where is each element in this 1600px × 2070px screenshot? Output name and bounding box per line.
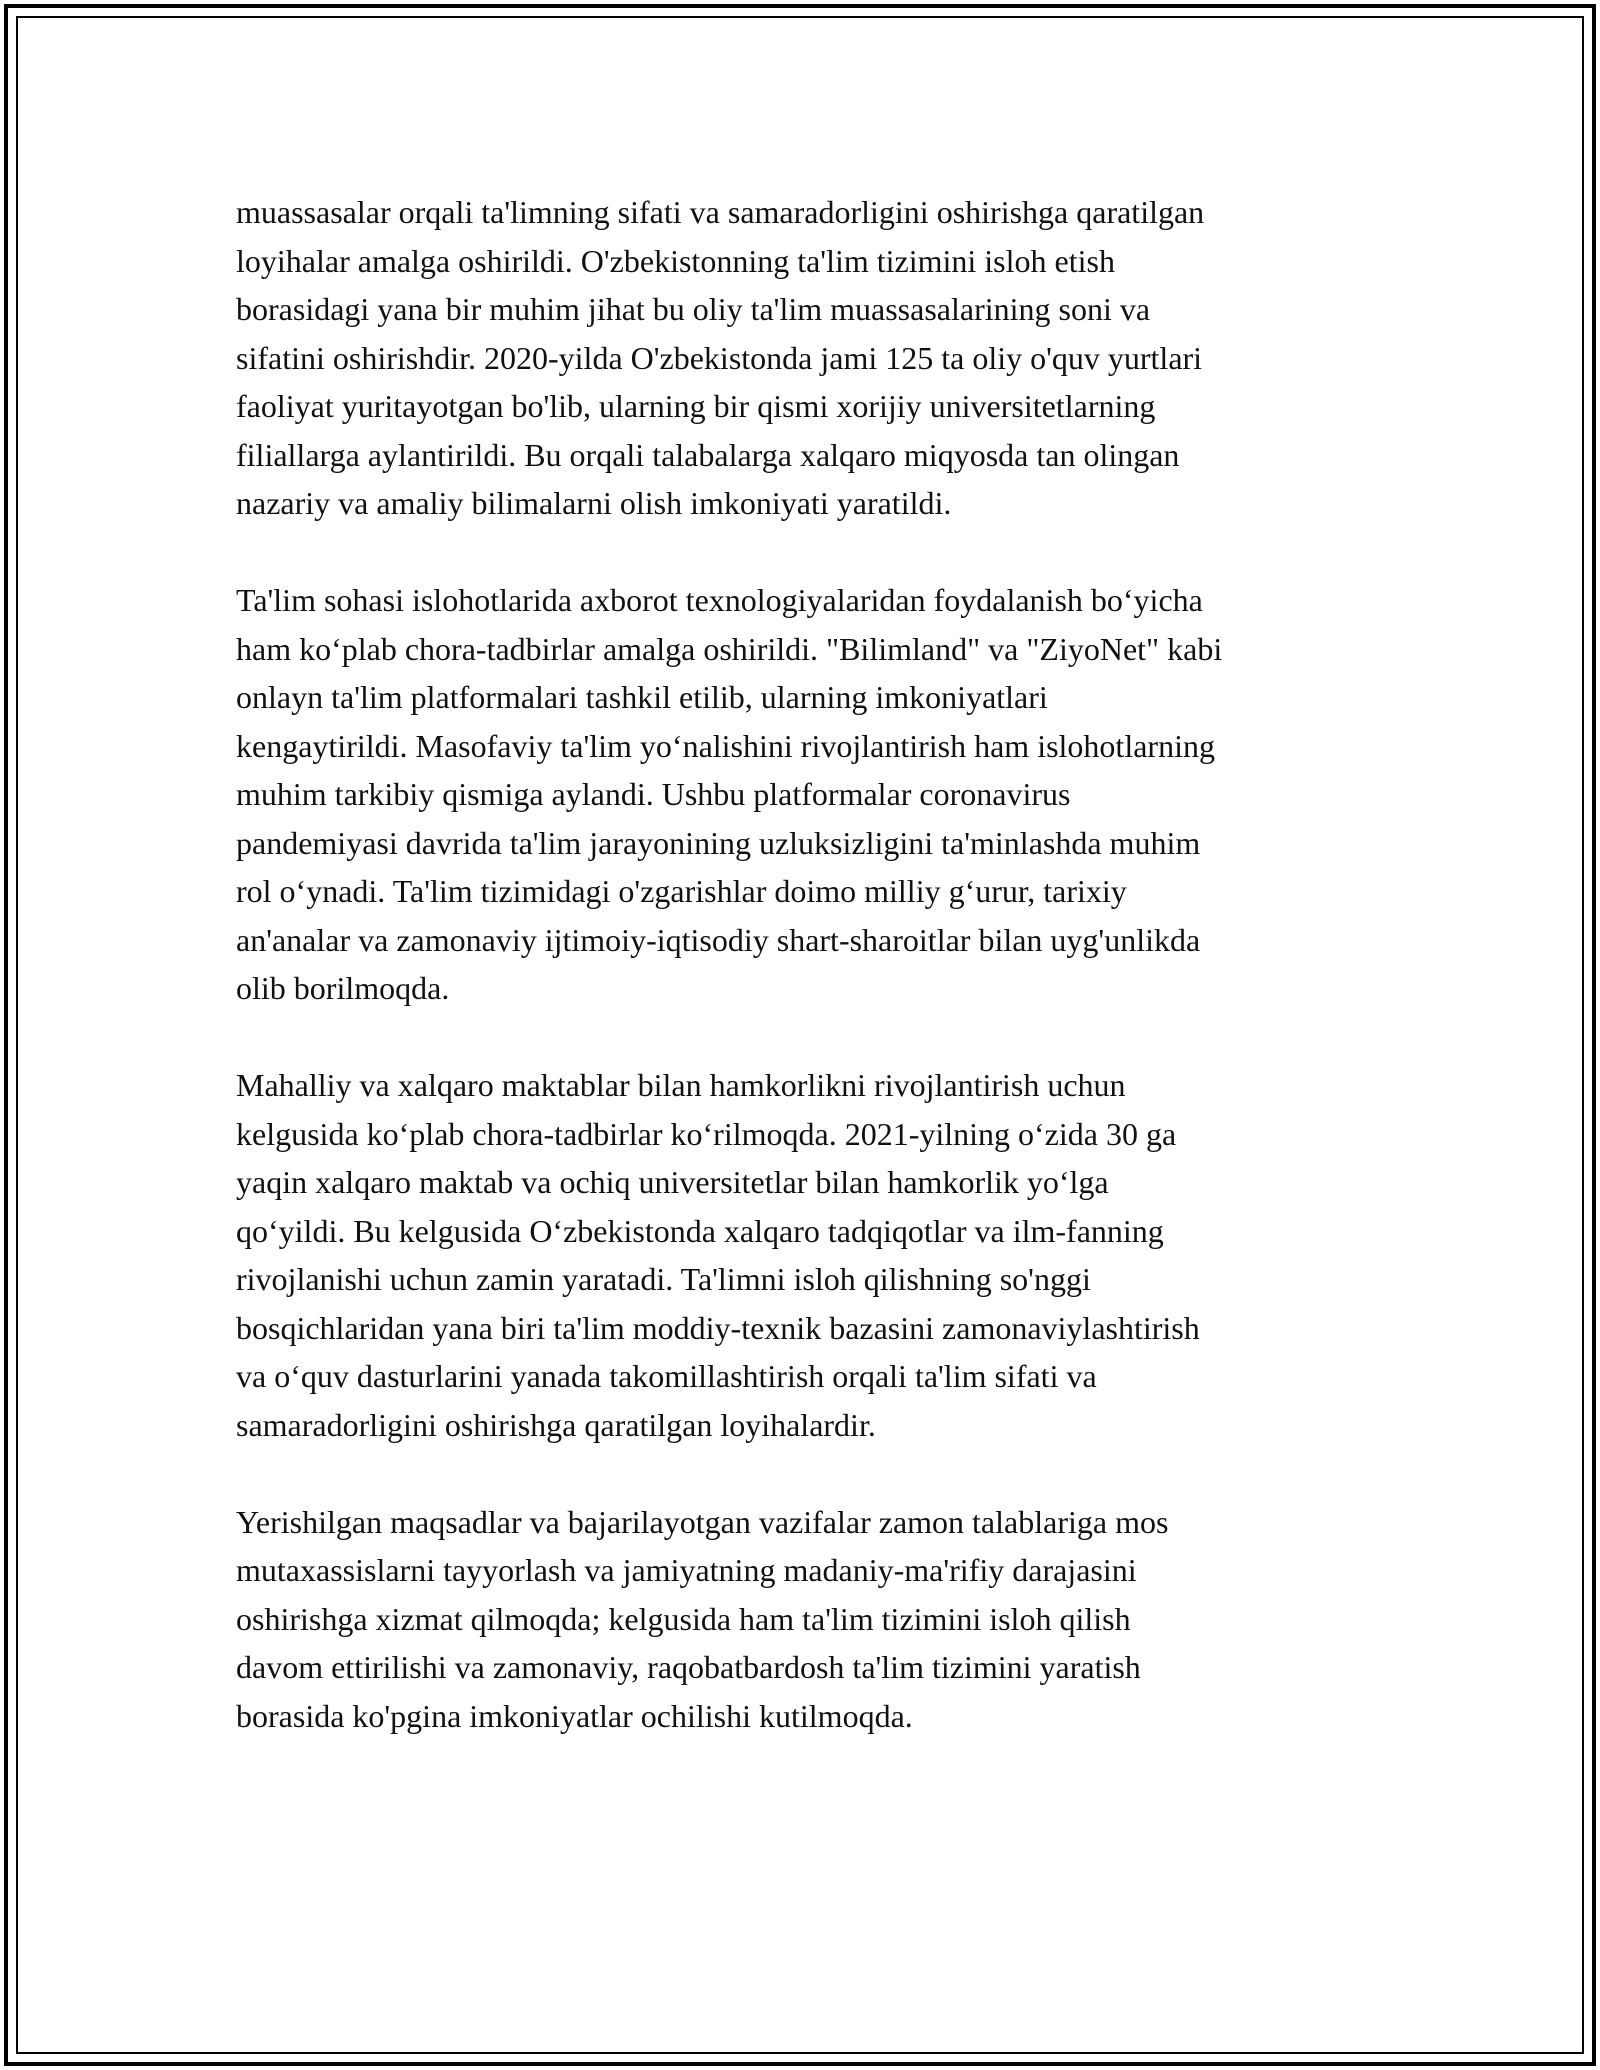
text-line: nazariy va amaliy bilimalarni olish imkoniyati yaratildi. [236, 485, 952, 521]
text-line: ham koʻplab chora-tadbirlar amalga oshirildi. "Bilimland" va "ZiyoNet" kabi [236, 630, 1223, 667]
text-line: Ta'lim sohasi islohotlarida axborot texnologiyalaridan foydalanish boʻyicha [236, 582, 1203, 618]
paragraph-3 [236, 1061, 1376, 1449]
text-line: oshirishga xizmat qilmoqda; kelgusida ham ta'lim tizimini isloh qilish [236, 1600, 1131, 1637]
text-line: va oʻquv dasturlarini yanada takomillashtirish orqali ta'lim sifati va [236, 1358, 1097, 1394]
text-line: rivojlanishi uchun zamin yaratadi. Ta'limni isloh qilishning so'nggi [236, 1261, 1091, 1297]
text-line: Mahalliy va xalqaro maktablar bilan hamkorlikni rivojlantirish uchun [236, 1067, 1126, 1103]
text-line: an'analar va zamonaviy ijtimoiy-iqtisodiy shart-sharoitlar bilan uyg'unlikda [236, 921, 1201, 958]
paragraph-1 [236, 188, 1376, 528]
document-body [236, 188, 1376, 1789]
text-line: onlayn ta'lim platformalari tashkil etilib, ularning imkoniyatlari [236, 679, 1048, 715]
text-line: qoʻyildi. Bu kelgusida Oʻzbekistonda xalqaro tadqiqotlar va ilm-fanning [236, 1212, 1164, 1249]
text-line: kelgusida koʻplab chora-tadbirlar koʻrilmoqda. 2021-yilning oʻzida 30 ga [236, 1115, 1177, 1152]
text-line: bosqichlaridan yana biri ta'lim moddiy-texnik bazasini zamonaviylashtirish [236, 1309, 1200, 1346]
text-line: sifatini oshirishdir. 2020-yilda O'zbekistonda jami 125 ta oliy o'quv yurtlari [236, 339, 1203, 376]
text-line: filiallarga aylantirildi. Bu orqali talabalarga xalqaro miqyosda tan olingan [236, 436, 1180, 473]
text-line: loyihalar amalga oshirildi. O'zbekistonning ta'lim tizimini isloh etish [236, 242, 1115, 279]
text-line: faoliyat yuritayotgan bo'lib, ularning bir qismi xorijiy universitetlarning [236, 388, 1156, 424]
paragraph-2 [236, 576, 1376, 1013]
text-line: muhim tarkibiy qismiga aylandi. Ushbu platformalar coronavirus [236, 776, 1071, 812]
text-line: muassasalar orqali ta'limning sifati va samaradorligini oshirishga qaratilgan [236, 194, 1205, 230]
text-line: Yerishilgan maqsadlar va bajarilayotgan vazifalar zamon talablariga mos [236, 1503, 1169, 1540]
text-line: kengaytirildi. Masofaviy ta'lim yoʻnalishini rivojlantirish ham islohotlarning [236, 727, 1215, 764]
text-line: rol oʻynadi. Ta'lim tizimidagi o'zgarishlar doimo milliy gʻurur, tarixiy [236, 873, 1127, 909]
text-line: samaradorligini oshirishga qaratilgan loyihalardir. [236, 1406, 876, 1443]
text-line: olib borilmoqda. [236, 970, 450, 1006]
text-line: pandemiyasi davrida ta'lim jarayonining uzluksizligini ta'minlashda muhim [236, 824, 1201, 861]
paragraph-4 [236, 1498, 1376, 1741]
text-line: davom ettirilishi va zamonaviy, raqobatbardosh ta'lim tizimini yaratish [236, 1649, 1141, 1685]
text-line: mutaxassislarni tayyorlash va jamiyatning madaniy-ma'rifiy darajasini [236, 1552, 1137, 1588]
text-line: borasidagi yana bir muhim jihat bu oliy ta'lim muassasalarining soni va [236, 291, 1151, 327]
text-line: borasida ko'pgina imkoniyatlar ochilishi kutilmoqda. [236, 1697, 913, 1734]
text-line: yaqin xalqaro maktab va ochiq universitetlar bilan hamkorlik yoʻlga [236, 1164, 1109, 1200]
